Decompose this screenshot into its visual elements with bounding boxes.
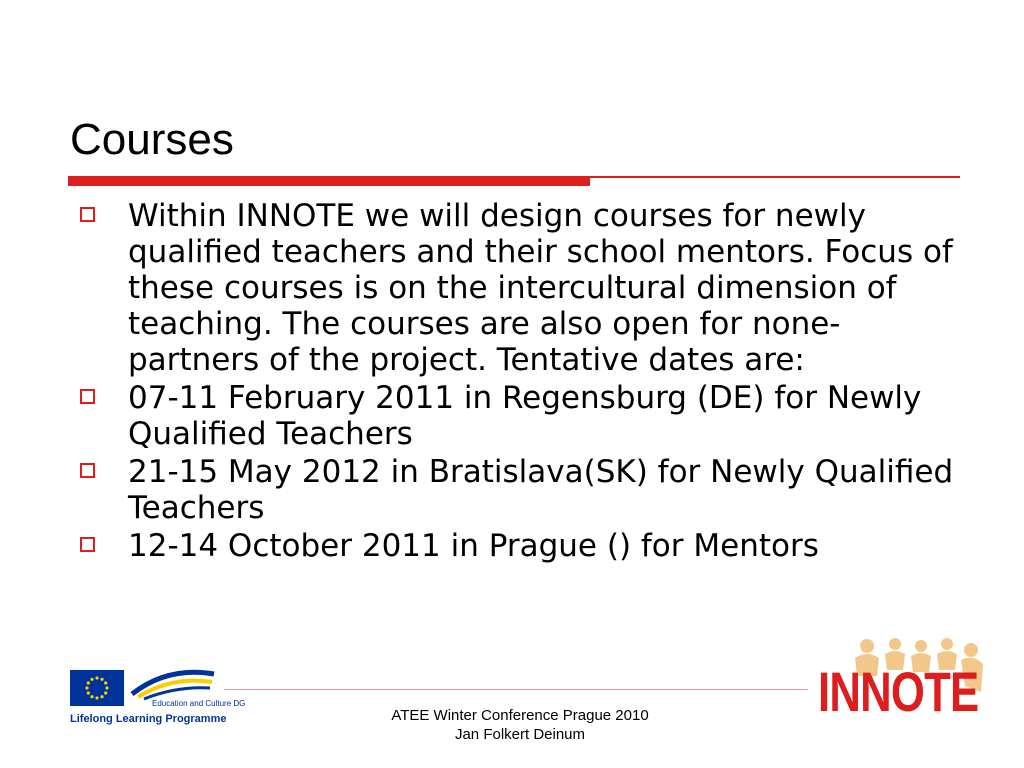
square-bullet-icon <box>80 463 95 478</box>
title-underline-thick <box>68 176 590 186</box>
footer-divider <box>224 689 808 690</box>
education-culture-caption: Education and Culture DG <box>152 699 246 708</box>
eu-flag-icon <box>70 670 124 706</box>
footer-line-conference: ATEE Winter Conference Prague 2010 <box>391 707 649 724</box>
bullet-item <box>78 454 958 526</box>
bullet-text: 12-14 October 2011 in Prague () for Mentors <box>128 528 819 564</box>
bullet-list <box>78 198 958 566</box>
innote-wordmark: INNOTE <box>818 660 979 723</box>
square-bullet-icon <box>80 207 95 222</box>
title-underline-thin <box>590 176 960 178</box>
slide-footer <box>340 706 700 744</box>
square-bullet-icon <box>80 537 95 552</box>
bullet-item <box>78 380 958 452</box>
bullet-item <box>78 528 958 564</box>
bullet-text: 07-11 February 2011 in Regensburg (DE) for Newly Qualified Teachers <box>128 380 922 452</box>
education-culture-swoosh-icon <box>128 664 218 704</box>
bullet-item <box>78 198 958 378</box>
slide-title: Courses <box>70 115 234 164</box>
bullet-text: 21-15 May 2012 in Bratislava(SK) for Newly Qualified Teachers <box>128 454 954 526</box>
bullet-text: Within INNOTE we will design courses for newly qualified teachers and their school mentors. Focus of these courses is on the intercultural dimension of teaching. The courses are also open for none-partners of the project. Tentative dates are: <box>128 198 953 378</box>
lifelong-learning-label: Lifelong Learning Programme <box>70 713 227 725</box>
footer-line-author: Jan Folkert Deinum <box>454 726 586 743</box>
square-bullet-icon <box>80 389 95 404</box>
